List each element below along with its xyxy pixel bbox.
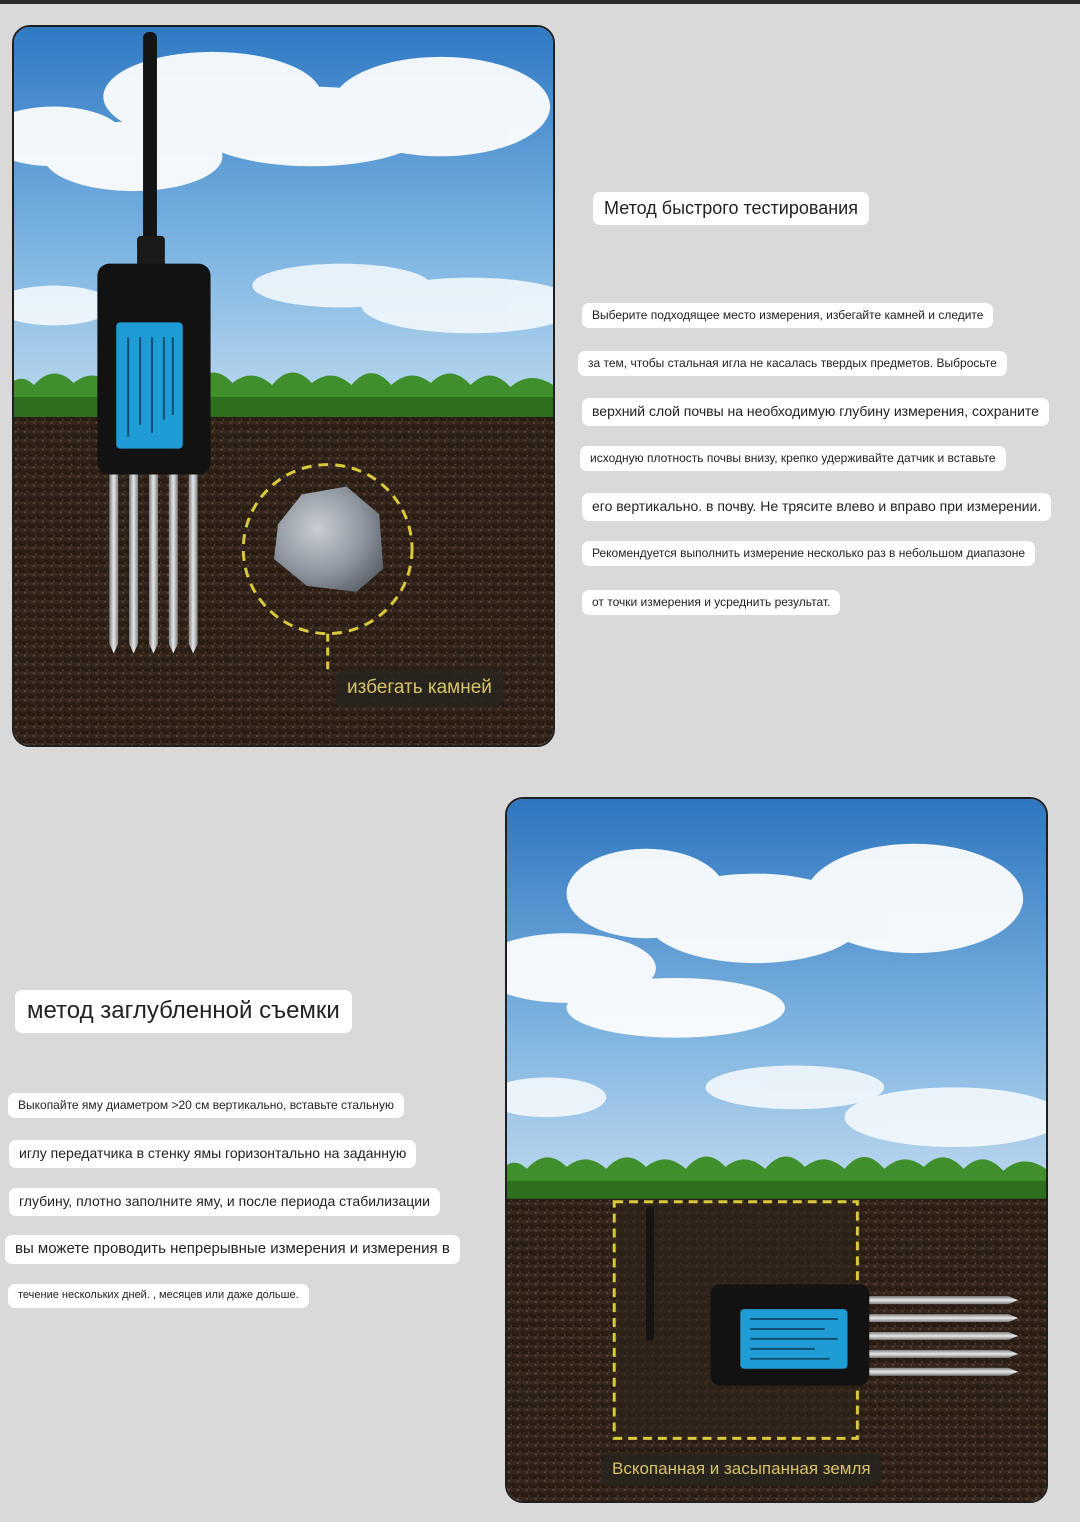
buried-line-2: иглу передатчика в стенку ямы горизонтально на заданную (9, 1140, 416, 1168)
quick-test-line-1: Выберите подходящее место измерения, избегайте камней и следите (582, 303, 993, 328)
photo-buried-method (505, 797, 1048, 1503)
buried-line-4: вы можете проводить непрерывные измерения и измерения в (5, 1235, 460, 1264)
buried-line-5: течение нескольких дней. , месяцев или даже дольше. (8, 1284, 309, 1308)
buried-line-1: Выкопайте яму диаметром >20 см вертикально, вставьте стальную (8, 1093, 404, 1118)
quick-test-line-2: за тем, чтобы стальная игла не касалась твердых предметов. Выбросьте (578, 351, 1007, 376)
quick-test-illustration (14, 27, 553, 745)
quick-test-line-6: Рекомендуется выполнить измерение несколько раз в небольшом диапазоне (582, 541, 1035, 566)
buried-line-3: глубину, плотно заполните яму, и после периода стабилизации (9, 1188, 440, 1216)
photo-quick-test (12, 25, 555, 747)
quick-test-line-4: исходную плотность почвы внизу, крепко удерживайте датчик и вставьте (580, 446, 1006, 471)
top-edge-bar (0, 0, 1080, 4)
photo-caption-avoid-stones: избегать камней (336, 669, 503, 707)
photo-caption-dug-soil: Вскопанная и засыпанная земля (602, 1453, 881, 1485)
buried-method-illustration (507, 799, 1046, 1501)
quick-test-line-7: от точки измерения и усреднить результат. (582, 590, 840, 615)
section-title-buried-method: метод заглубленной съемки (15, 990, 352, 1033)
section-title-quick-test: Метод быстрого тестирования (593, 192, 869, 225)
quick-test-line-5: его вертикально. в почву. Не трясите влево и вправо при измерении. (582, 493, 1051, 521)
quick-test-line-3: верхний слой почвы на необходимую глубину измерения, сохраните (582, 398, 1049, 426)
